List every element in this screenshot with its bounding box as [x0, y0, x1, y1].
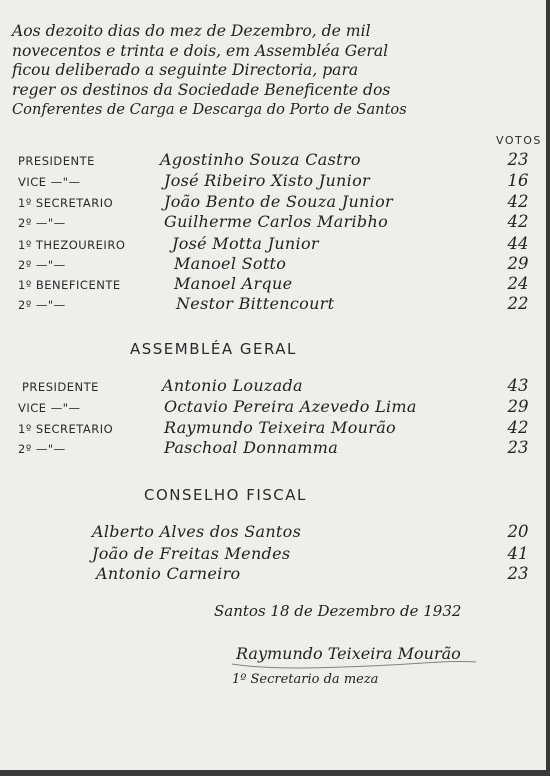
role-label: 2º —"—: [18, 298, 66, 312]
votes-column-header: VOTOS: [496, 134, 542, 147]
role-label: 2º —"—: [18, 442, 66, 456]
intro-line: ficou deliberado a seguinte Directoria, para: [12, 61, 359, 80]
assembleia-row: [0, 397, 546, 419]
vote-count: 23: [507, 438, 529, 457]
signature-name: Raymundo Teixeira Mourão: [236, 644, 461, 663]
role-label: 1º THEZOUREIRO: [18, 238, 126, 252]
member-name: Agostinho Souza Castro: [160, 150, 361, 169]
directoria-row: [0, 150, 546, 172]
member-name: Paschoal Donnamma: [164, 438, 339, 457]
directoria-row: [0, 171, 546, 193]
directoria-row: [0, 274, 546, 296]
directoria-row: [0, 254, 546, 276]
member-name: Raymundo Teixeira Mourão: [164, 418, 396, 437]
signature: [236, 644, 461, 663]
role-label: 1º BENEFICENTE: [18, 278, 121, 292]
role-label: PRESIDENTE: [18, 154, 95, 168]
member-name: João Bento de Souza Junior: [164, 192, 393, 211]
vote-count: 44: [507, 234, 529, 253]
role-label: 1º SECRETARIO: [18, 422, 114, 436]
assembleia-heading: ASSEMBLÉA GERAL: [130, 340, 297, 358]
vote-count: 16: [507, 171, 529, 190]
conselho-row: [0, 544, 546, 566]
member-name: José Motta Junior: [172, 234, 319, 253]
vote-count: 29: [507, 397, 529, 416]
member-name: Manoel Sotto: [174, 254, 287, 273]
intro-line: reger os destinos da Sociedade Beneficente dos: [12, 80, 391, 99]
signature-title: 1º Secretario da meza: [232, 672, 379, 687]
role-label: VICE —"—: [18, 401, 81, 415]
member-name: Antonio Carneiro: [96, 564, 241, 583]
directoria-row: [0, 294, 546, 316]
intro-line: Aos dezoito dias do mez de Dezembro, de mil: [12, 22, 371, 40]
member-name: Nestor Bittencourt: [176, 294, 335, 313]
vote-count: 24: [507, 274, 529, 293]
vote-count: 29: [507, 254, 529, 273]
directoria-row: [0, 234, 546, 256]
intro-paragraph: [12, 22, 537, 120]
signature-flourish: [230, 640, 480, 672]
conselho-row: [0, 564, 546, 586]
role-label: 2º —"—: [18, 216, 66, 230]
vote-count: 23: [507, 150, 529, 169]
member-name: Alberto Alves dos Santos: [92, 522, 302, 541]
directoria-row: [0, 212, 546, 234]
vote-count: 41: [507, 544, 529, 563]
intro-line: novecentos e trinta e dois, em Assembléa Geral: [12, 41, 389, 60]
role-label: VICE —"—: [18, 175, 81, 189]
vote-count: 42: [507, 212, 529, 231]
member-name: Antonio Louzada: [162, 376, 303, 395]
conselho-heading: CONSELHO FISCAL: [144, 486, 307, 504]
assembleia-row: [0, 438, 546, 460]
role-label: 1º SECRETARIO: [18, 196, 114, 210]
assembleia-row: [0, 418, 546, 440]
vote-count: 43: [507, 376, 529, 395]
member-name: Guilherme Carlos Maribho: [164, 212, 389, 231]
member-name: João de Freitas Mendes: [92, 544, 291, 563]
vote-count: 20: [507, 522, 529, 541]
role-label: PRESIDENTE: [22, 380, 99, 394]
vote-count: 42: [507, 418, 529, 437]
vote-count: 42: [507, 192, 529, 211]
assembleia-row: [0, 376, 546, 398]
role-label: 2º —"—: [18, 258, 66, 272]
intro-line: Conferentes de Carga e Descarga do Porto de Santos: [12, 101, 407, 119]
vote-count: 22: [507, 294, 529, 313]
date-line: Santos 18 de Dezembro de 1932: [214, 602, 462, 620]
member-name: Octavio Pereira Azevedo Lima: [164, 397, 417, 416]
vote-count: 23: [507, 564, 529, 583]
member-name: Manoel Arque: [174, 274, 293, 293]
conselho-row: [0, 522, 546, 544]
member-name: José Ribeiro Xisto Junior: [164, 171, 370, 190]
directoria-row: [0, 192, 546, 214]
